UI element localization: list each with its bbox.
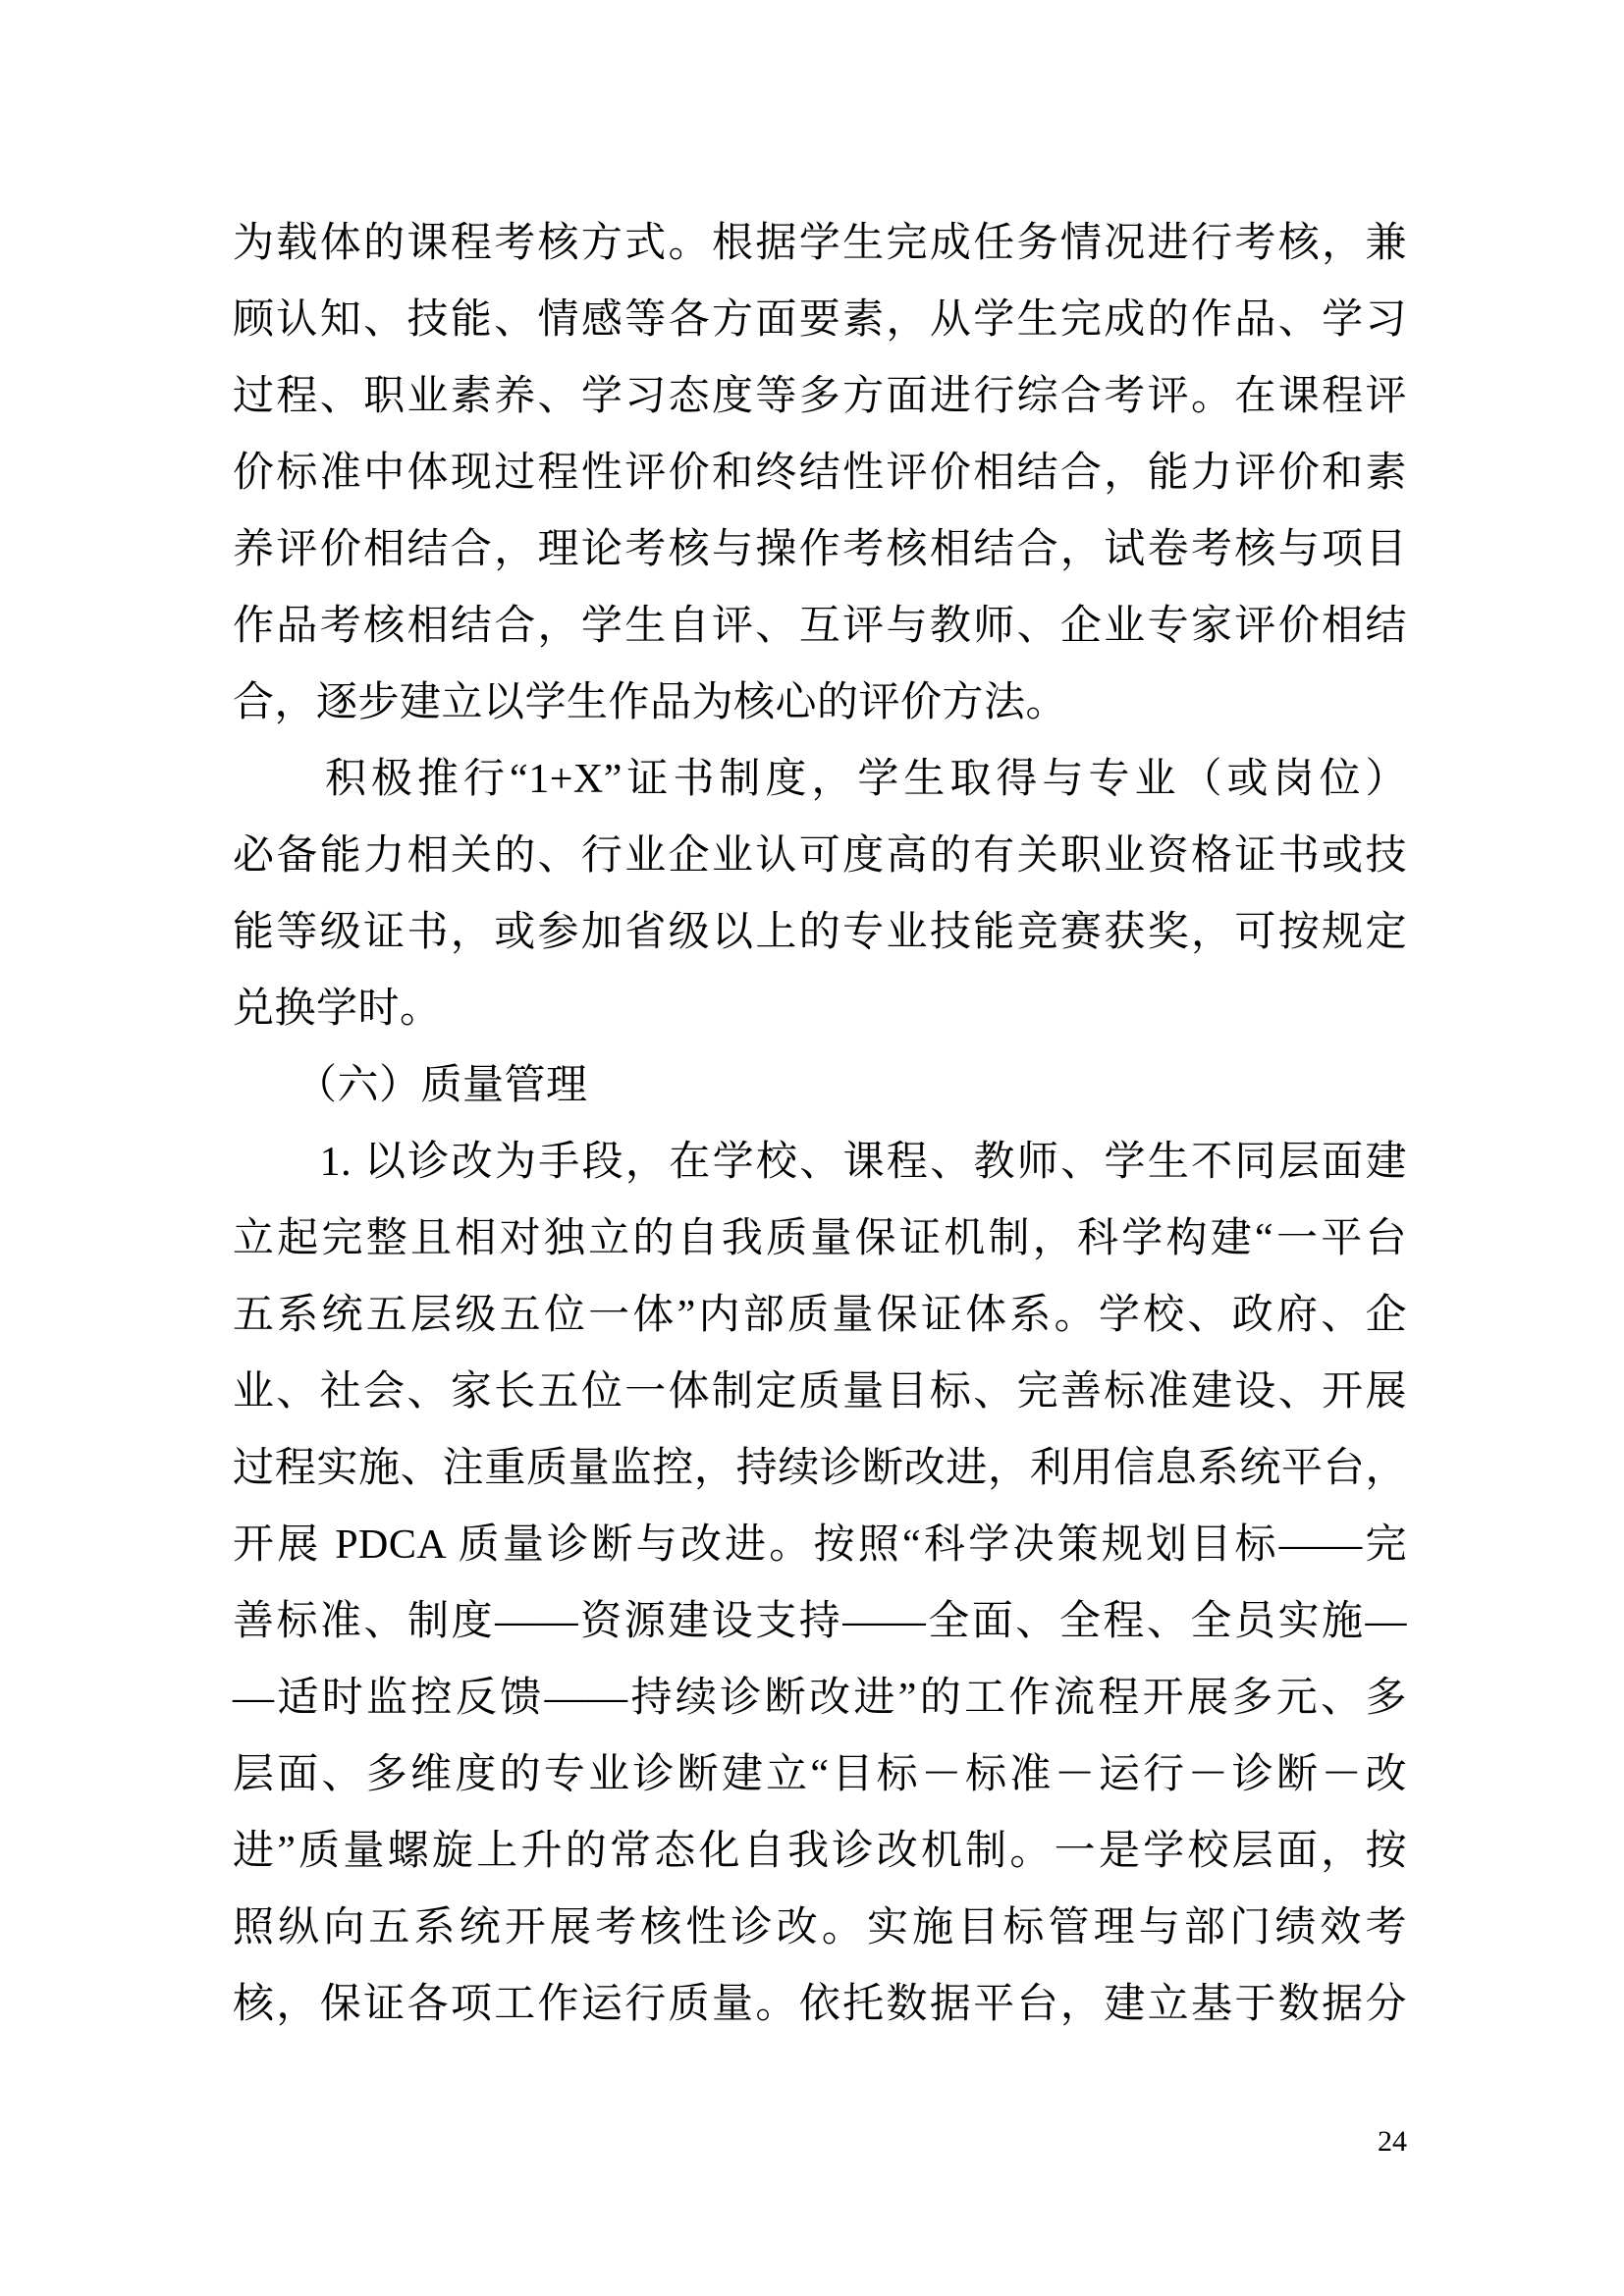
text-line: 核，保证各项工作运行质量。依托数据平台，建立基于数据分 xyxy=(233,1982,1407,2027)
text-line: 兑换学时。 xyxy=(233,987,442,1032)
text-line: 作品考核相结合，学生自评、互评与教师、企业专家评价相结 xyxy=(233,604,1407,649)
text-line: 合，逐步建立以学生作品为核心的评价方法。 xyxy=(233,680,1068,725)
text-line: 五系统五层级五位一体”内部质量保证体系。学校、政府、企 xyxy=(233,1293,1407,1338)
text-line: 价标准中体现过程性评价和终结性评价相结合，能力评价和素 xyxy=(233,451,1407,496)
text-line: 层面、多维度的专业诊断建立“目标－标准－运行－诊断－改 xyxy=(233,1752,1407,1797)
text-line: 进”质量螺旋上升的常态化自我诊改机制。一是学校层面，按 xyxy=(233,1829,1407,1874)
text-line: 能等级证书，或参加省级以上的专业技能竞赛获奖，可按规定 xyxy=(233,910,1407,955)
text-line: 必备能力相关的、行业企业认可度高的有关职业资格证书或技 xyxy=(233,833,1407,879)
text-line: 照纵向五系统开展考核性诊改。实施目标管理与部门绩效考 xyxy=(233,1905,1407,1950)
text-line: 业、社会、家长五位一体制定质量目标、完善标准建设、开展 xyxy=(233,1369,1407,1415)
text-line: （六）质量管理 xyxy=(233,1063,588,1108)
text-line: 养评价相结合，理论考核与操作考核相结合，试卷考核与项目 xyxy=(233,527,1407,572)
text-line: 过程实施、注重质量监控，持续诊断改进，利用信息系统平台， xyxy=(233,1446,1407,1491)
body-text xyxy=(233,205,1407,2043)
text-line: 积极推行“1+X”证书制度，学生取得与专业（或岗位） xyxy=(233,757,1407,802)
text-line: 为载体的课程考核方式。根据学生完成任务情况进行考核，兼 xyxy=(233,221,1407,266)
text-line: 开展 PDCA 质量诊断与改进。按照“科学决策规划目标——完 xyxy=(233,1522,1407,1568)
text-line: 顾认知、技能、情感等各方面要素，从学生完成的作品、学习 xyxy=(233,297,1407,343)
text-line: 立起完整且相对独立的自我质量保证机制，科学构建“一平台 xyxy=(233,1216,1407,1261)
text-line: 善标准、制度——资源建设支持——全面、全程、全员实施— xyxy=(233,1599,1407,1644)
page-number: 24 xyxy=(1378,2125,1407,2158)
text-line: 过程、职业素养、学习态度等多方面进行综合考评。在课程评 xyxy=(233,374,1407,419)
text-line: —适时监控反馈——持续诊断改进”的工作流程开展多元、多 xyxy=(233,1676,1407,1721)
text-line: 1. 以诊改为手段，在学校、课程、教师、学生不同层面建 xyxy=(233,1140,1407,1185)
